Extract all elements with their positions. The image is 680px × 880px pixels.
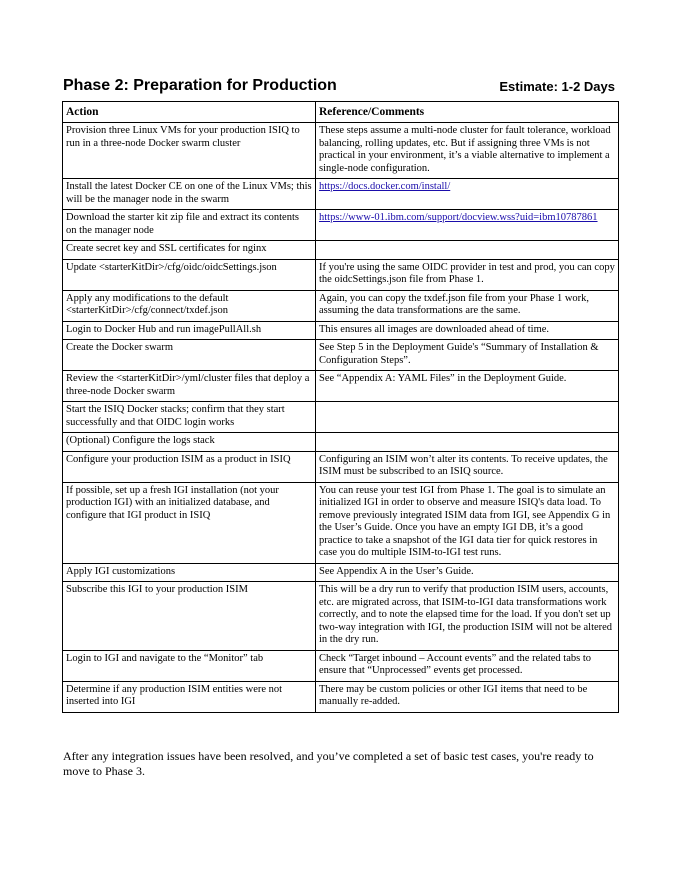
- action-cell: (Optional) Configure the logs stack: [63, 433, 316, 452]
- comment-cell: There may be custom policies or other IGI items that need to be manually re-added.: [316, 681, 619, 712]
- action-cell: Subscribe this IGI to your production ISIM: [63, 582, 316, 651]
- closing-paragraph: After any integration issues have been resolved, and you’ve completed a set of basic test cases, you're ready to move to Phase 3.: [63, 749, 594, 778]
- action-cell: Install the latest Docker CE on one of the Linux VMs; this will be the manager node in the swarm: [63, 179, 316, 210]
- table-row: [63, 259, 619, 290]
- comment-cell: This will be a dry run to verify that production ISIM users, accounts, etc. are migrated across, that ISIM-to-IGI data transformations work correctly, and to note the elapsed time for the load. If you don't set up two-way integration with IGI, the production ISIM will not be altered in the dry run.: [316, 582, 619, 651]
- comment-cell: See Appendix A in the User’s Guide.: [316, 563, 619, 582]
- comment-cell: See “Appendix A: YAML Files” in the Deployment Guide.: [316, 371, 619, 402]
- page-header: [63, 77, 618, 97]
- table-body: [63, 123, 619, 713]
- action-cell: Download the starter kit zip file and extract its contents on the manager node: [63, 210, 316, 241]
- table-row: [63, 563, 619, 582]
- action-cell: Apply any modifications to the default <starterKitDir>/cfg/connect/txdef.json: [63, 290, 316, 321]
- table-row: [63, 451, 619, 482]
- table-row: [63, 582, 619, 651]
- table-row: [63, 210, 619, 241]
- table-row: [63, 402, 619, 433]
- column-header-action: Action: [63, 102, 316, 123]
- comment-cell: This ensures all images are downloaded ahead of time.: [316, 321, 619, 340]
- action-cell: Login to Docker Hub and run imagePullAll.sh: [63, 321, 316, 340]
- table-header-row: [63, 102, 619, 123]
- table-row: [63, 371, 619, 402]
- table-row: [63, 241, 619, 260]
- action-cell: Login to IGI and navigate to the “Monitor” tab: [63, 650, 316, 681]
- table-row: [63, 681, 619, 712]
- time-estimate: Estimate: 1-2 Days: [499, 79, 615, 94]
- table-row: [63, 650, 619, 681]
- action-cell: Determine if any production ISIM entities were not inserted into IGI: [63, 681, 316, 712]
- reference-link[interactable]: https://www-01.ibm.com/support/docview.wss?uid=ibm10787861: [319, 212, 598, 223]
- comment-cell: Configuring an ISIM won’t alter its contents. To receive updates, the ISIM must be subscribed to an ISIQ source.: [316, 451, 619, 482]
- page-title: Phase 2: Preparation for Production: [63, 77, 337, 94]
- table-row: [63, 340, 619, 371]
- action-cell: Create secret key and SSL certificates for nginx: [63, 241, 316, 260]
- table-row: [63, 433, 619, 452]
- preparation-table: [62, 101, 619, 713]
- comment-cell: Check “Target inbound – Account events” and the related tabs to ensure that “Unprocessed” events get processed.: [316, 650, 619, 681]
- action-cell: If possible, set up a fresh IGI installation (not your production IGI) with an initialized database, and configure that IGI product in ISIQ: [63, 482, 316, 563]
- comment-cell: [316, 179, 619, 210]
- comment-cell: See Step 5 in the Deployment Guide's “Summary of Installation & Configuration Steps”.: [316, 340, 619, 371]
- table-row: [63, 482, 619, 563]
- comment-cell: [316, 210, 619, 241]
- column-header-reference: Reference/Comments: [316, 102, 619, 123]
- reference-link[interactable]: https://docs.docker.com/install/: [319, 181, 451, 192]
- comment-cell: You can reuse your test IGI from Phase 1. The goal is to simulate an initialized IGI in order to observe and measure ISIQ's data load. To remove previously integrated ISIM data from IGI, see Appendix G in the User’s Guide. Once you have an empty IGI DB, it’s a good practice to take a snapshot of the IGI data tier for quick restores in case you do multiple ISIM-to-IGI test runs.: [316, 482, 619, 563]
- comment-cell: [316, 241, 619, 260]
- comment-cell: [316, 402, 619, 433]
- action-cell: Review the <starterKitDir>/yml/cluster files that deploy a three-node Docker swarm: [63, 371, 316, 402]
- table-row: [63, 321, 619, 340]
- table-row: [63, 179, 619, 210]
- action-cell: Configure your production ISIM as a product in ISIQ: [63, 451, 316, 482]
- action-cell: Create the Docker swarm: [63, 340, 316, 371]
- table-row: [63, 290, 619, 321]
- action-cell: Provision three Linux VMs for your production ISIQ to run in a three-node Docker swarm cluster: [63, 123, 316, 179]
- action-cell: Start the ISIQ Docker stacks; confirm that they start successfully and that OIDC login works: [63, 402, 316, 433]
- comment-cell: [316, 433, 619, 452]
- action-cell: Update <starterKitDir>/cfg/oidc/oidcSettings.json: [63, 259, 316, 290]
- comment-cell: These steps assume a multi-node cluster for fault tolerance, workload balancing, rolling updates, etc. But if assigning three VMs is not practical in your environment, it’s a viable alternative to implement a single-node configuration.: [316, 123, 619, 179]
- action-cell: Apply IGI customizations: [63, 563, 316, 582]
- table-row: [63, 123, 619, 179]
- comment-cell: If you're using the same OIDC provider in test and prod, you can copy the oidcSettings.json file from Phase 1.: [316, 259, 619, 290]
- comment-cell: Again, you can copy the txdef.json file from your Phase 1 work, assuming the data transformations are the same.: [316, 290, 619, 321]
